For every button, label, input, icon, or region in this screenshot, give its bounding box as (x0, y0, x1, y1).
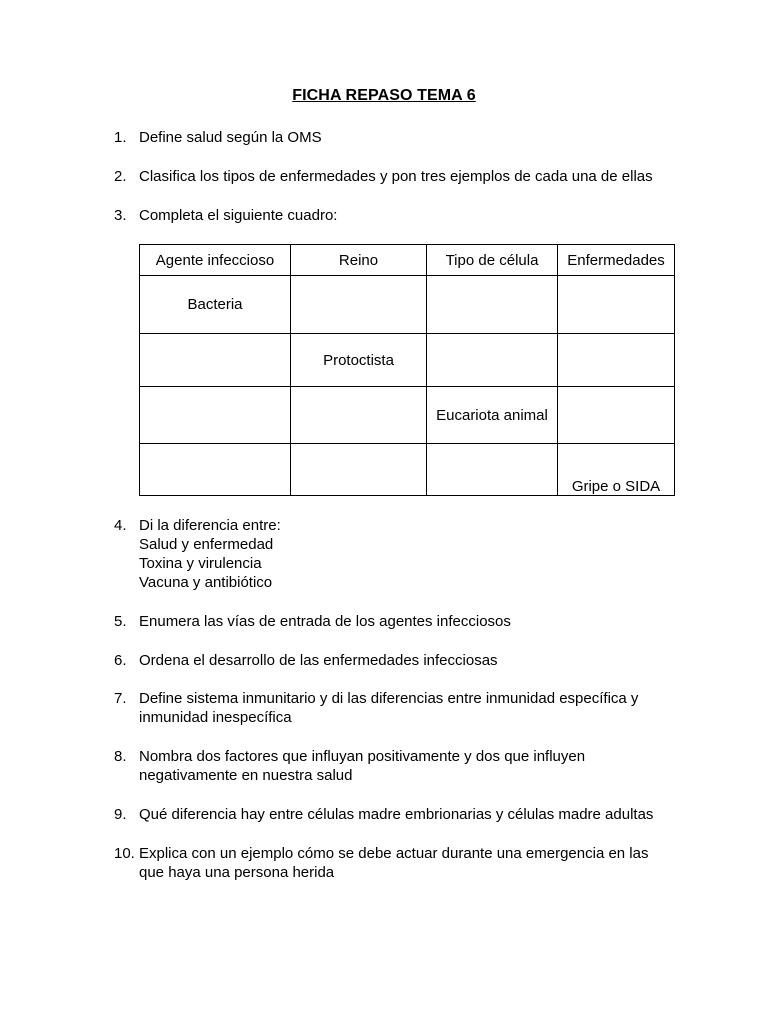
table-cell (558, 276, 675, 334)
table-header-row (140, 245, 675, 276)
question-number: 3. (114, 207, 127, 224)
table-cell: Protoctista (291, 334, 427, 387)
question-text: Qué diferencia hay entre células madre embrionarias y células madre adultas (139, 806, 654, 823)
question-text: Completa el siguiente cuadro: (139, 207, 338, 224)
table-row (140, 444, 675, 496)
question-number: 4. (114, 517, 127, 534)
question-text: negativamente en nuestra salud (139, 767, 353, 784)
table-cell (291, 387, 427, 444)
question-text: Clasifica los tipos de enfermedades y pon tres ejemplos de cada una de ellas (139, 168, 653, 185)
table-cell (427, 276, 558, 334)
question-number: 1. (114, 129, 127, 146)
question-6 (114, 651, 674, 670)
table-header-cell: Tipo de célula (427, 245, 558, 276)
question-number: 8. (114, 748, 127, 765)
page-title: FICHA REPASO TEMA 6 (292, 87, 476, 104)
table-cell (140, 334, 291, 387)
table-cell: Bacteria (140, 276, 291, 334)
question-8 (114, 747, 674, 785)
question-3 (114, 206, 674, 225)
question-4 (114, 516, 674, 592)
question-1 (114, 128, 674, 147)
question-text: Ordena el desarrollo de las enfermedades infecciosas (139, 652, 498, 669)
question-10 (114, 844, 674, 882)
question-text: Define sistema inmunitario y di las diferencias entre inmunidad específica y (139, 690, 639, 707)
question-7 (114, 689, 674, 727)
table-header-cell: Enfermedades (558, 245, 675, 276)
table-cell (558, 334, 675, 387)
question-text: Explica con un ejemplo cómo se debe actuar durante una emergencia en las (139, 845, 649, 862)
table-row (140, 387, 675, 444)
table-cell (140, 444, 291, 496)
table-cell (558, 387, 675, 444)
question-text: inmunidad inespecífica (139, 709, 292, 726)
question-5 (114, 612, 674, 631)
table-cell (291, 444, 427, 496)
table-cell: Eucariota animal (427, 387, 558, 444)
question-number: 5. (114, 613, 127, 630)
question-number: 2. (114, 168, 127, 185)
question-subitem: Toxina y virulencia (139, 555, 262, 572)
question-text: Di la diferencia entre: (139, 517, 281, 534)
table-header-cell: Agente infeccioso (140, 245, 291, 276)
question-text: que haya una persona herida (139, 864, 335, 881)
table-row (140, 334, 675, 387)
infection-table (139, 244, 675, 496)
question-number: 9. (114, 806, 127, 823)
question-number: 7. (114, 690, 127, 707)
question-text: Define salud según la OMS (139, 129, 322, 146)
question-9 (114, 805, 674, 824)
table-cell (291, 276, 427, 334)
question-subitem: Salud y enfermedad (139, 536, 274, 553)
table-header-cell: Reino (291, 245, 427, 276)
question-number: 10. (114, 845, 135, 862)
question-number: 6. (114, 652, 127, 669)
question-subitem: Vacuna y antibiótico (139, 574, 273, 591)
question-text: Enumera las vías de entrada de los agentes infecciosos (139, 613, 511, 630)
table-cell (140, 387, 291, 444)
table-cell (427, 334, 558, 387)
question-2 (114, 167, 674, 186)
question-text: Nombra dos factores que influyan positivamente y dos que influyen (139, 748, 586, 765)
table-cell: Gripe o SIDA (558, 444, 675, 496)
table-cell (427, 444, 558, 496)
table-row (140, 276, 675, 334)
